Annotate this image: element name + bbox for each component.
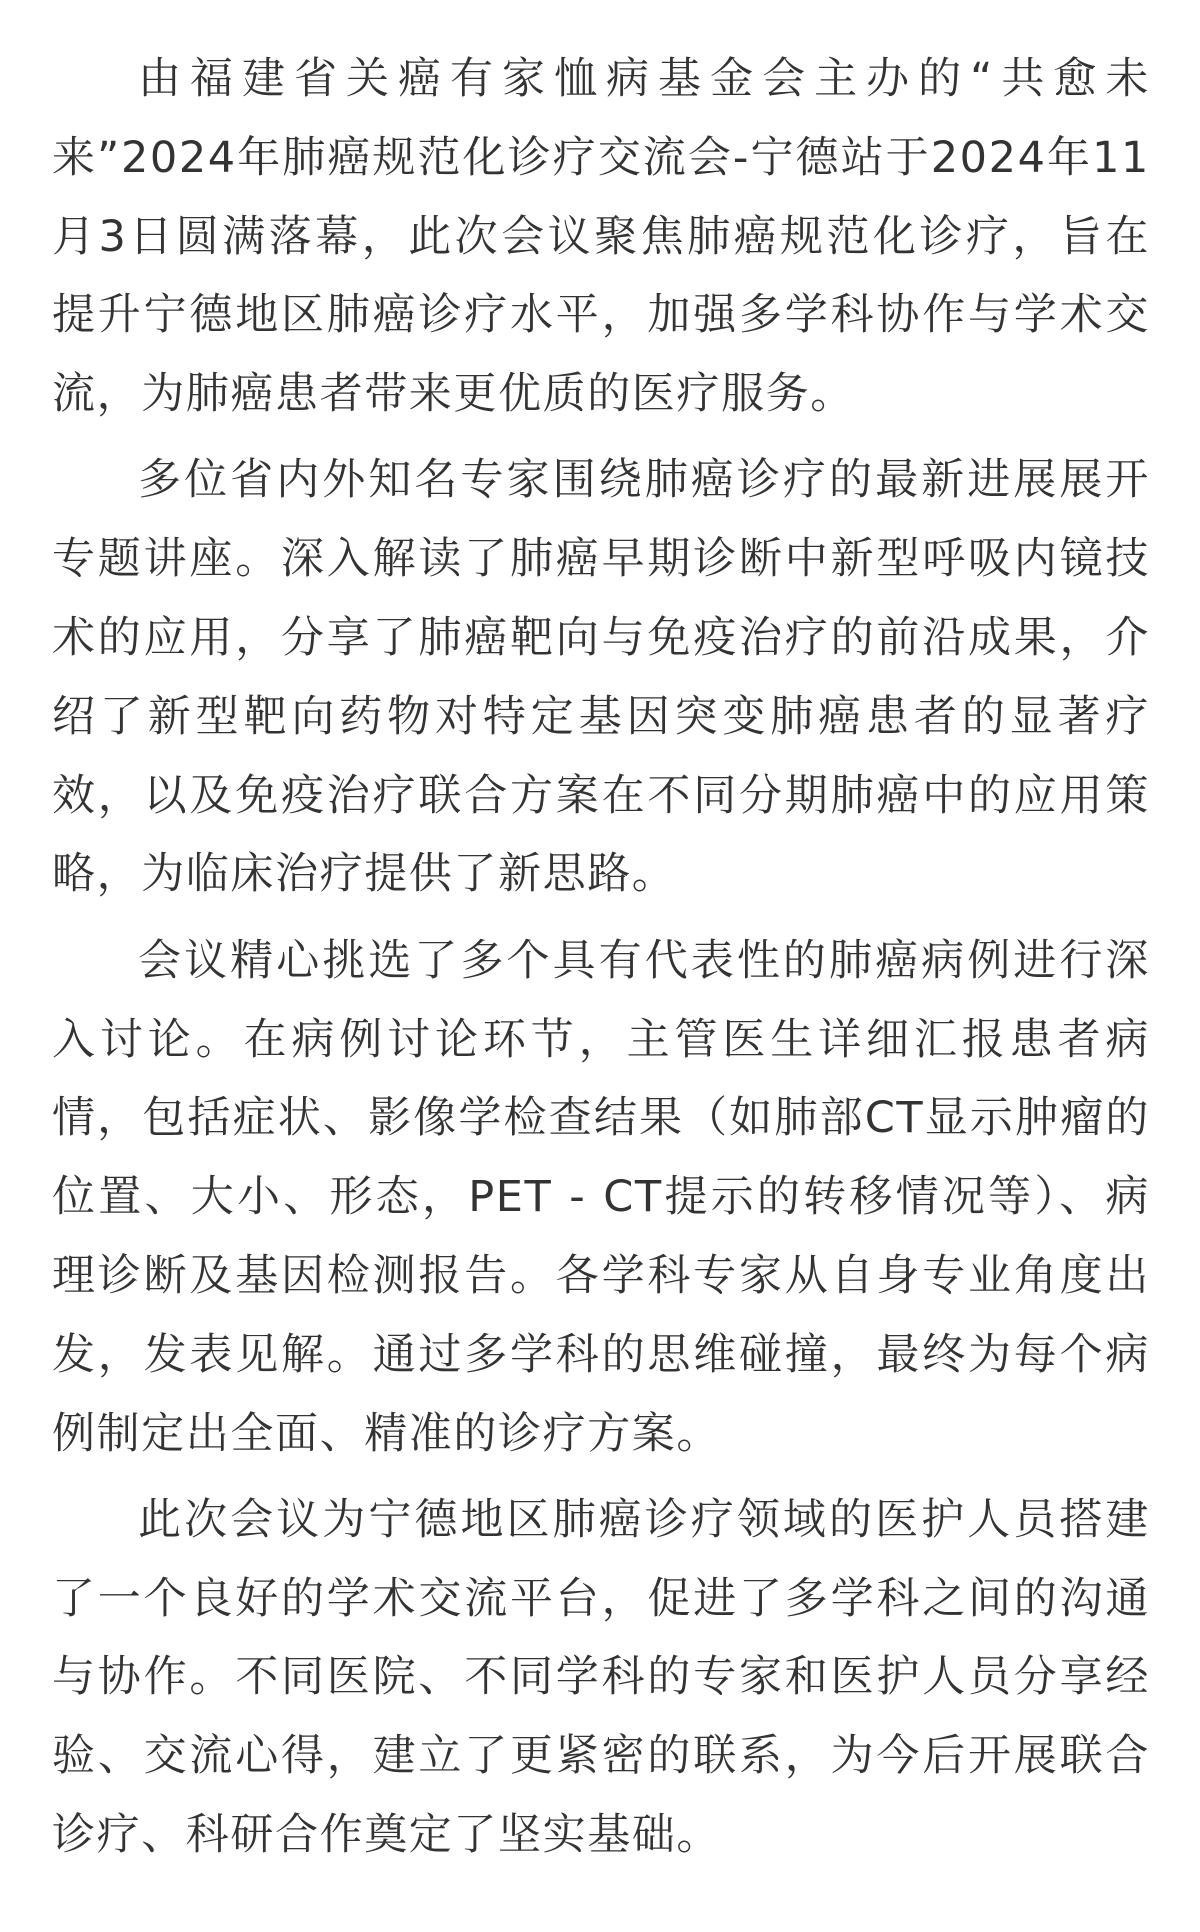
paragraph-case-discussion: 会议精心挑选了多个具有代表性的肺癌病例进行深入讨论。在病例讨论环节，主管医生详细汇报患者病情，包括症状、影像学检查结果（如肺部CT显示肿瘤的位置、大小、形态，PET - CT提示的转移情况等）、病理诊断及基因检测报告。各学科专家从自身专业角度出发，发表见解。通过多学科的思维碰撞，最终为每个病例制定出全面、精准的诊疗方案。 (52, 935, 1150, 1459)
paragraph-expert-lectures: 多位省内外知名专家围绕肺癌诊疗的最新进展展开专题讲座。深入解读了肺癌早期诊断中新型呼吸内镜技术的应用，分享了肺癌靶向与免疫治疗的前沿成果，介绍了新型靶向药物对特定基因突变肺癌患者的显著疗效，以及免疫治疗联合方案在不同分期肺癌中的应用策略，为临床治疗提供了新思路。 (52, 455, 1150, 900)
paragraph-conference-significance: 此次会议为宁德地区肺癌诊疗领域的医护人员搭建了一个良好的学术交流平台，促进了多学科之间的沟通与协作。不同医院、不同学科的专家和医护人员分享经验、交流心得，建立了更紧密的联系，为今后开展联合诊疗、科研合作奠定了坚实基础。 (52, 1494, 1150, 1861)
paragraph-conference-intro: 由福建省关癌有家恤病基金会主办的“共愈未来”2024年肺癌规范化诊疗交流会-宁德站于2024年11月3日圆满落幕，此次会议聚焦肺癌规范化诊疗，旨在提升宁德地区肺癌诊疗水平，加强多学科协作与学术交流，为肺癌患者带来更优质的医疗服务。 (52, 54, 1150, 420)
